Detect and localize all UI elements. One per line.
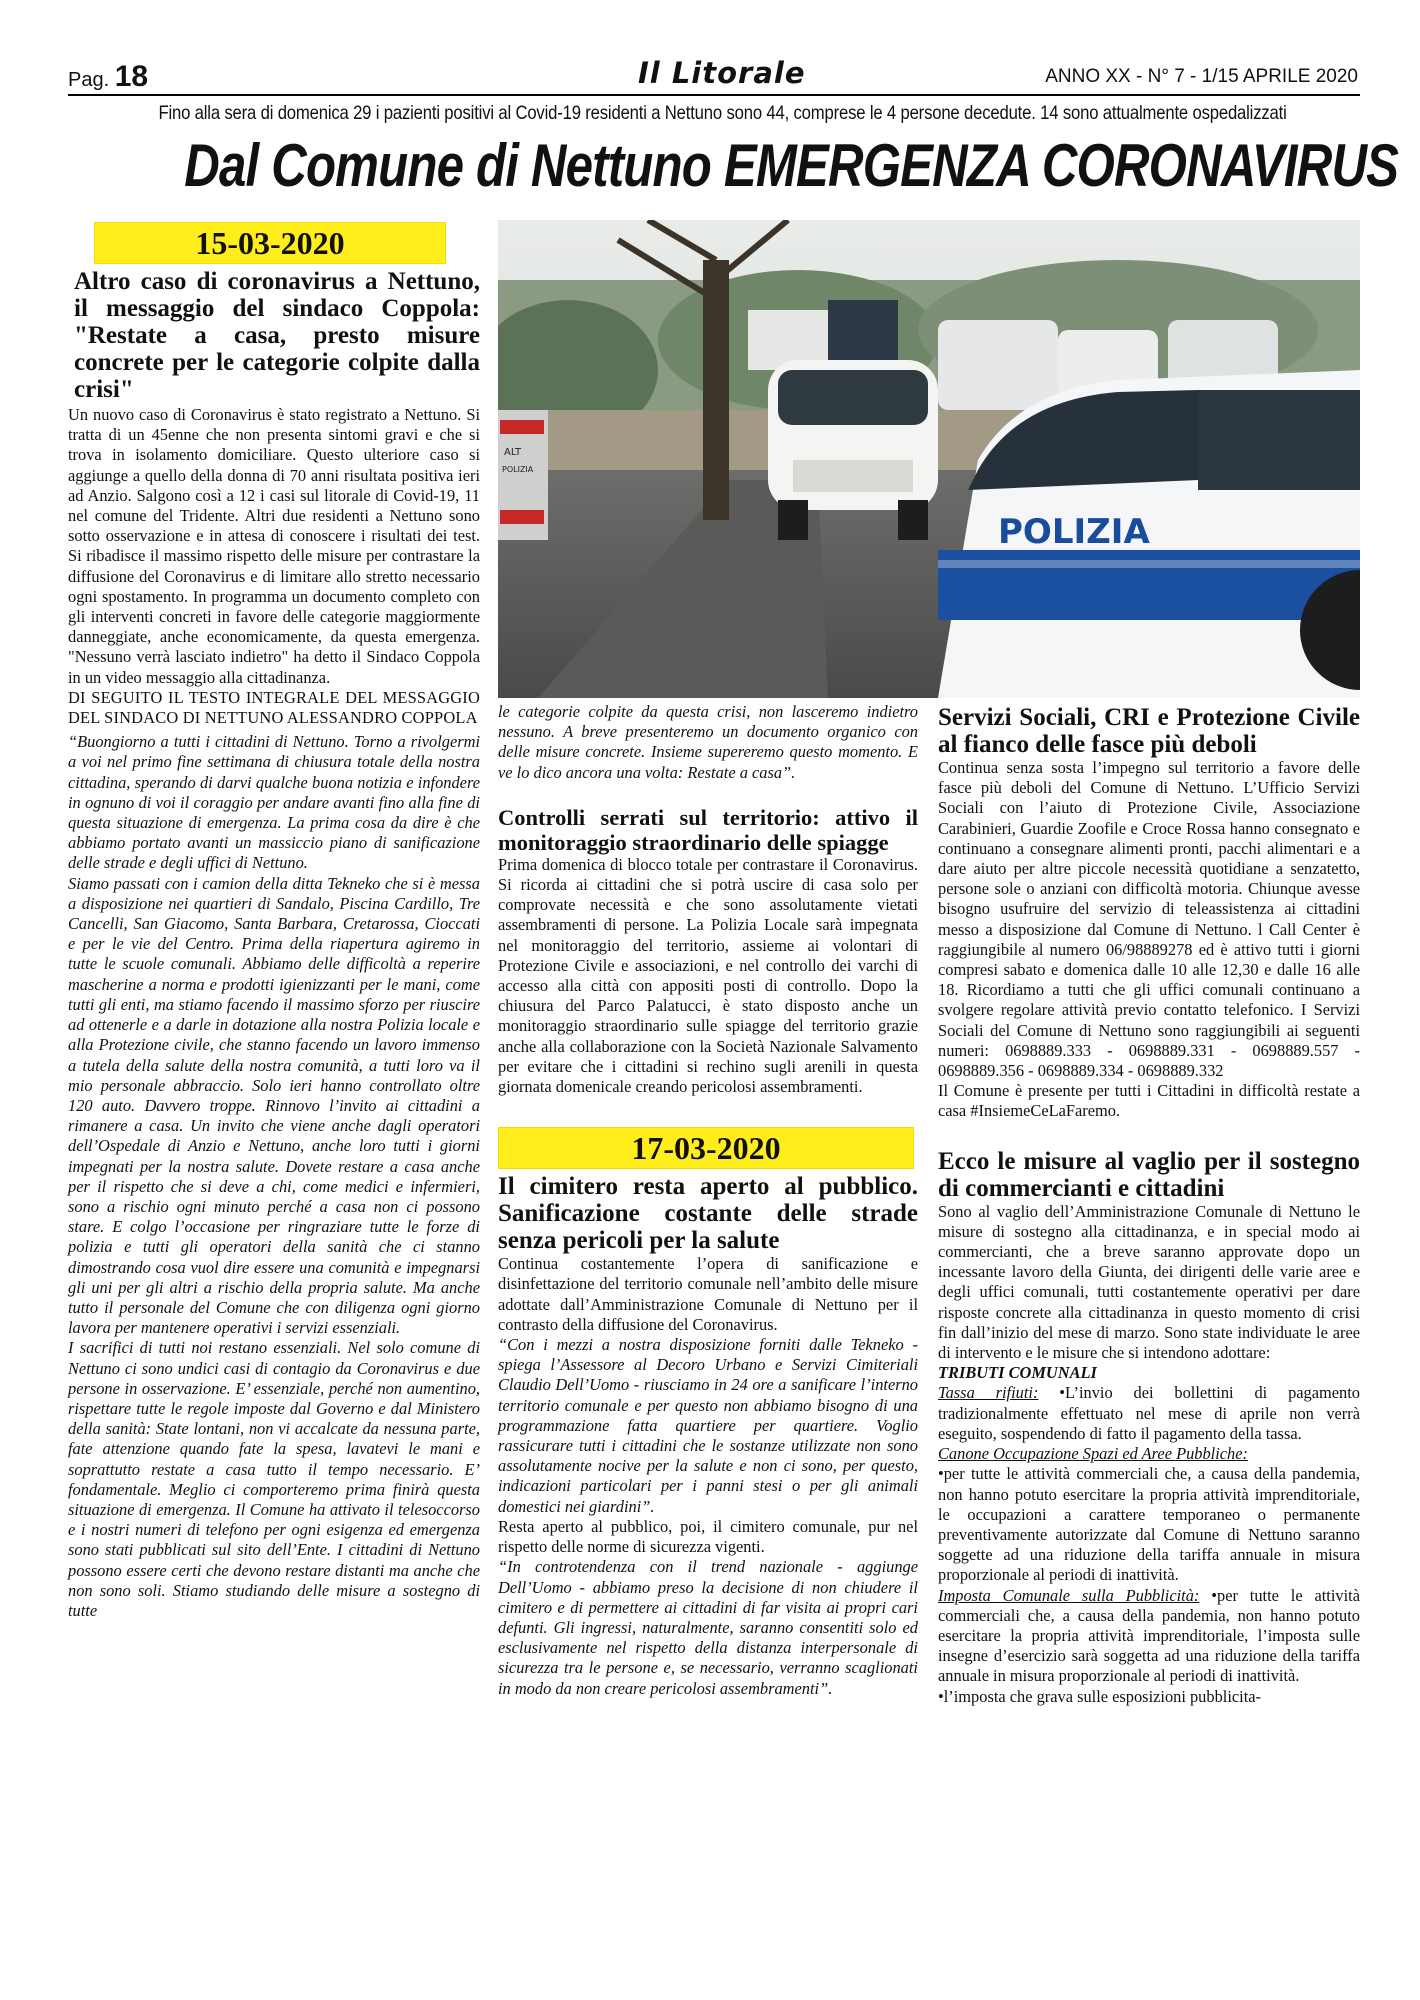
police-photo [498,220,1360,698]
article-body: Prima domenica di blocco totale per contrastare il Coronavirus. Si ricorda ai cittadini che si potrà uscire di casa solo per comprovate necessità e che sono assolutamente vietati assembramenti di persone. La Polizia Locale sarà impegnata nel monitoraggio del territorio, assieme ai volontari di Protezione Civile e associazioni, e nel controllo dei varchi di accesso alla città con appositi posti di controllo. Dopo la chiusura del Parco Palatucci, è stato disposto anche un monitoraggio straordinario sulle spiagge del territorio grazie anche alla collaborazione con la Società Nazionale Salvamento per evitare che i cittadini si rechino sugli arenili in questa giornata domenicale creando pericolosi assembramenti. [498,854,918,1097]
column-1 [68,222,480,1621]
kicker: Fino alla sera di domenica 29 i pazienti positivi al Covid-19 residenti a Nettuno sono 44, comprese le 4 persone decedute. 14 sono attualmente ospedalizzati [158,102,1287,124]
police-cars-image [498,220,1360,698]
article-title: Altro caso di coronavirus a Nettuno, il messaggio del sindaco Coppola: "Restate a casa, presto misure concrete per le categorie colpite dalla crisi" [74,268,480,403]
measure-text: •l’imposta che grava sulle esposizioni pubblicita- [938,1686,1261,1706]
measure-text: •L’invio dei bollettini di pagamento tradizionalmente effettuato nel mese di aprile non verrà eseguito, sospendendo di fatto il pagamento della tassa. [938,1383,1360,1443]
date-box: 17-03-2020 [498,1127,914,1169]
quote-paragraph: “Buongiorno a tutti i cittadini di Nettuno. Torno a rivolgermi a voi nel primo fine settimana di chiusura totale della nostra cittadina, sperando di darvi qualche buona notizia e infondere in ognuno di voi il coraggio per andare avanti fino alla fine di questa situazione di emergenza. La prima cosa da dire è che abbiamo portato avanti un massiccio piano di sanificazione delle strade e degli uffici di Nettuno. [68,732,480,873]
quote-continuation: le categorie colpite da questa crisi, non lasceremo indietro nessuno. A breve presenteremo un documento organico con delle misure concrete. Insieme supereremo questo momento. E ve lo dico ancora una volta: Restate a casa”. [498,702,918,782]
page-number: Pag. 18 [68,60,149,93]
measure-text: •per tutte le attività commerciali che, a causa della pandemia, non hanno potuto esercitare la propria attività imprenditoriale, l’imposta sulle insegne d’esercizio sarà soggetta ad una riduzione della tariffa annuale in misura proporzionale al periodi di inattività. [938,1585,1360,1686]
column-2 [498,702,918,1699]
section-caps: DI SEGUITO IL TESTO INTEGRALE DEL MESSAGGIO DEL SINDACO DI NETTUNO ALESSANDRO COPPOLA [68,687,480,728]
article-body: Un nuovo caso di Coronavirus è stato registrato a Nettuno. Si tratta di un 45enne che non presenta sintomi gravi e che si trova in isolamento domiciliare. Questo ulteriore caso si aggiunge a quello della donna di 70 anni risultata positiva ieri ad Anzio. Salgono così a 12 i casi sul litorale di Covid-19, 11 nel comune del Tridente. Altri due residenti a Nettuno sono sotto osservazione e in attesa di conoscere i risultati dei test. Si ribadisce il massimo rispetto delle misure per contrastare la diffusione del Coronavirus e di limitare allo stretto necessario ogni spostamento. In programma un documento completo con gli interventi concreti in favore delle categorie maggiormente danneggiate, anche economicamente, da questa emergenza. "Nessuno verrà lasciato indietro" ha detto il Sindaco Coppola in un video messaggio alla cittadinanza. [68,405,480,687]
measure-text: •per tutte le attività commerciali che, a causa della pandemia, non hanno potuto esercitare la propria attività imprenditoriale, le occupazioni a carattere temporaneo o permanente preventivamente autorizzate dal Comune di Nettuno saranno soggette ad una riduzione della tariffa annuale in misura proporzionale al periodi di inattività. [938,1464,1360,1585]
quote-paragraph: “In controtendenza con il trend nazionale - aggiunge Dell’Uomo - abbiamo preso la decisione di non chiudere il cimitero e di permettere ai cittadini di far visita ai propri cari defunti. Gli ingressi, naturalmente, saranno consentiti solo ed esclusivamente nel rispetto della distanza interpersonale di sicurezza tra le persone e, se necessario, verranno scaglionati in modo da non creare pericolosi assembramenti”. [498,1557,918,1698]
article-body: Continua costantemente l’opera di sanificazione e disinfettazione del territorio comunale nell’ambito delle misure adottate dall’Amministrazione Comunale di Nettuno per il contrasto della diffusione del Coronavirus. [498,1254,918,1334]
article-title: Servizi Sociali, CRI e Protezione Civile al fianco delle fasce più deboli [938,704,1360,758]
issue-info: ANNO XX - N° 7 - 1/15 APRILE 2020 [1045,66,1358,87]
article-body: Continua senza sosta l’impegno sul territorio a favore delle fasce più deboli del Comune di Nettuno. L’Ufficio Servizi Sociali con l’aiuto di Protezione Civile, Associazione Carabinieri, Guardie Zoofile e Croce Rossa hanno consegnato e continuano a consegnare alimenti pronti, pacchi alimentari e a dare aiuto per altre piccole necessità quotidiane a senzatetto, persone sole o anziani con difficoltà motoria. Chiunque avesse bisogno usufruire del servizio di teleassistenza ai cittadini messo a disposizione dal Comune di Nettuno. l Call Center è raggiungibile al numero 06/98889278 ed è attivo tutti i giorni compresi sabato e domenica dalle 10 alle 12,30 e dalle 16 alle 18. Ricordiamo a tutti che gli uffici comunali continuano a svolgere regolare attività previo contatto telefonico. I Servizi Sociali del Comune di Nettuno sono raggiungibili ai seguenti numeri: 0698889.333 - 0698889.331 - 0698889.557 - 0698889.356 - 0698889.334 - 0698889.332 [938,758,1360,1081]
measure-paragraph [938,1383,1360,1444]
sign-lettering: ALT [504,447,522,458]
article-body: Resta aperto al pubblico, poi, il cimitero comunale, pur nel rispetto delle norme di sicurezza vigenti. [498,1516,918,1557]
section-label: TRIBUTI COMUNALI [938,1363,1097,1383]
measure-label: Tassa rifiuti: [938,1383,1039,1403]
sign-lettering: POLIZIA [502,465,534,474]
article-title: Ecco le misure al vaglio per il sostegno di commercianti e cittadini [938,1147,1360,1202]
article-body: Il Comune è presente per tutti i Cittadini in difficoltà restate a casa #InsiemeCeLaFaremo. [938,1081,1360,1121]
masthead [68,56,1360,96]
quote-paragraph: I sacrifici di tutti noi restano essenziali. Nel solo comune di Nettuno ci sono undici casi di contagio da Coronavirus e due persone in osservazione. E’ essenziale, perché non aumentino, rispettare tutte le regole imposte dal Governo e dal Ministero della sanità: State lontani, non vi accalcate da nessuna parte, fate attenzione quando fate la spesa, lavatevi le mani e soprattutto restate a casa tutto il tempo necessario. E’ fondamentale. Meglio ci comporteremo prima finirà questa situazione di emergenza. Il Comune ha attivato il telesoccorso e i nostri numeri di telefono per ogni esigenza ed emergenza sono stati pubblicati sul sito dell’Ente. I cittadini di Nettuno possono essere certi che devono restare distanti ma anche che non sono soli. Stiamo studiando delle misure a sostegno di tutte [68,1338,480,1620]
headline: Dal Comune di Nettuno EMERGENZA CORONAVIRUS [184,132,1399,199]
quote-paragraph: “Con i mezzi a nostra disposizione forniti dalle Tekneko - spiega l’Assessore al Decoro Urbano e Servizi Cimiteriali Claudio Dell’Uomo - riusciamo in 24 ore a sanificare l’interno territorio comunale e per questo non abbiamo bisogno di una programmazione fatta quartiere per quartiere. Voglio rassicurare tutti i cittadini che le sostanze utilizzate non sono assolutamente nocive per la salute e non ci sono, per questo, indicazioni particolari per i panni stesi o per gli animali domestici nei giardini”. [498,1335,918,1516]
article-title: Il cimitero resta aperto al pubblico. Sanificazione costante delle strade senza pericoli per la salute [498,1173,918,1255]
paper-name: Il Litorale [638,56,806,90]
article-body: Sono al vaglio dell’Amministrazione Comunale di Nettuno le misure di sostegno alla cittadinanza, e in special modo ai commercianti, che a breve saranno approvate dopo un incessante lavoro della Giunta, dei dirigenti delle varie aree e degli uffici comunali, tutti costantemente operativi per dare risposte concrete alla cittadinanza in questo momento di crisi fin dall’inizio del mese di marzo. Sono state individuate le aree di intervento e le misure che si intendono adottare: [938,1201,1360,1363]
quote-paragraph: Siamo passati con i camion della ditta Tekneko che si è messa a disposizione nei quartieri di Sandalo, Piscina Cardillo, Tre Cancelli, San Giacomo, Santa Barbara, Cretarossa, Cioccati e per le vie del Centro. Prima della riapertura agiremo in tutte le scuole comunali. Abbiamo delle difficoltà a reperire mascherine a norma e prodotti igienizzanti per le mani, come tutti gli enti, ma stiamo facendo il massimo sforzo per riuscire ad ottenerle e a darle in dotazione alla nostra Polizia locale e alla Protezione civile, che stanno facendo un lavoro immenso a tutela della salute della nostra comunità, a tutti loro va il mio personale abbraccio. Solo ieri hanno controllato oltre 120 auto. Davvero troppe. Rinnovo l’invito ai cittadini a rimanere a casa. Un invito che viene anche dagli operatori dell’Ospedale di Anzio e Nettuno, anche loro tutti i giorni impegnati per la nostra salute. Dovete restare a casa anche per il rispetto che si deve a chi, come medici e infermieri, sono a rischio ogni minuto perché a casa non ci possono stare. E colgo l’occasione per ringraziare tutte le forze di polizia e tutti gli operatori della sanità che ci stanno dimostrando cosa vuol dire essere una comunità e impegnarsi gli uni per gli altri a rischio della propria salute. Ma anche tutto il personale del Comune che con diligenza ogni giorno lavora per mantenere operativi i servizi essenziali. [68,873,480,1338]
date-box: 15-03-2020 [94,222,446,264]
article-title: Controlli serrati sul territorio: attivo il monitoraggio straordinario delle spiagge [498,804,918,855]
measure-paragraph [938,1586,1360,1687]
column-3 [938,702,1360,1707]
van-lettering: POLIZIA [998,512,1150,552]
measure-label: Canone Occupazione Spazi ed Aree Pubbliche: [938,1444,1248,1464]
measure-label: Imposta Comunale sulla Pubblicità: [938,1585,1200,1605]
